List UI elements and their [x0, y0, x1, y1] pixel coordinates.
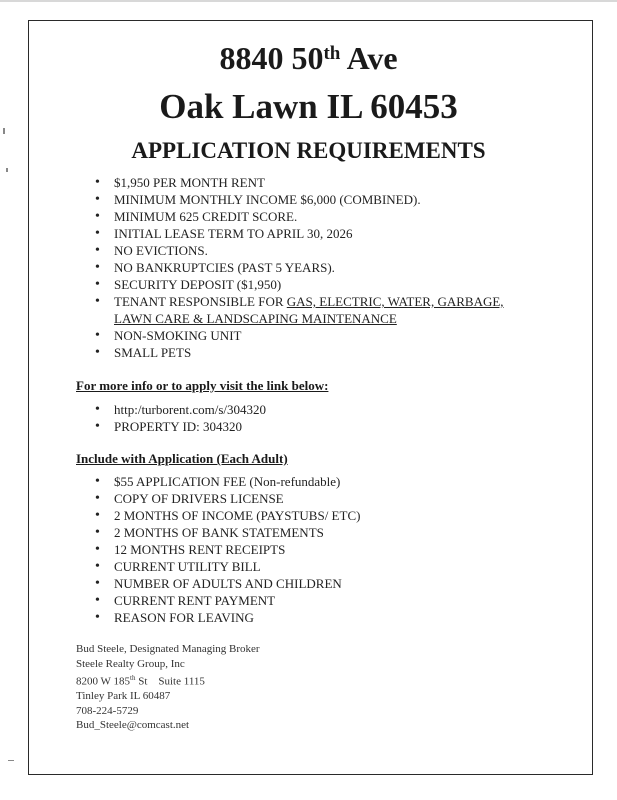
contact-city: Tinley Park IL 60487 — [76, 690, 171, 703]
scan-speck — [8, 760, 14, 761]
street-name: Ave — [340, 40, 398, 76]
list-item: • SMALL PETS — [92, 344, 562, 361]
list-item-url: • http:/turborent.com/s/304320 — [92, 401, 266, 418]
requirements-list — [92, 174, 562, 361]
list-item: • CURRENT UTILITY BILL — [92, 558, 360, 575]
include-heading: Include with Application (Each Adult) — [76, 451, 288, 466]
include-list — [92, 473, 360, 626]
city-line: Oak Lawn IL 60453 — [159, 87, 458, 126]
address-number: 8840 50 — [219, 40, 324, 76]
list-item: • NON-SMOKING UNIT — [92, 327, 562, 344]
tenant-prefix: TENANT RESPONSIBLE FOR — [114, 294, 287, 309]
maintenance-list: LAWN CARE & LANDSCAPING MAINTENANCE — [114, 311, 397, 326]
list-item-tenant-responsibility — [92, 293, 562, 327]
list-item: • NO BANKRUPTCIES (PAST 5 YEARS). — [92, 259, 562, 276]
info-heading: For more info or to apply visit the link below: — [76, 378, 329, 393]
list-item: • MINIMUM 625 CREDIT SCORE. — [92, 208, 562, 225]
address-street-number: 8200 W 185 — [76, 675, 130, 688]
list-item: • $55 APPLICATION FEE (Non-refundable) — [92, 473, 360, 490]
utilities-list: GAS, ELECTRIC, WATER, GARBAGE, — [286, 294, 504, 309]
address-line — [0, 38, 617, 78]
address-ordinal: th — [130, 674, 136, 682]
list-item: • INITIAL LEASE TERM TO APRIL 30, 2026 — [92, 225, 562, 242]
contact-name: Bud Steele, Designated Managing Broker — [76, 643, 260, 655]
address-suite: St Suite 1115 — [135, 675, 205, 688]
scan-speck — [6, 168, 8, 172]
contact-phone: 708-224-5729 — [76, 704, 139, 717]
list-item: • SECURITY DEPOSIT ($1,950) — [92, 276, 562, 293]
contact-address — [76, 671, 260, 689]
list-item: • MINIMUM MONTHLY INCOME $6,000 (COMBINED). — [92, 191, 562, 208]
ordinal-suffix: th — [323, 43, 341, 64]
list-item: • CURRENT RENT PAYMENT — [92, 592, 360, 609]
contact-company: Steele Realty Group, Inc — [76, 657, 185, 670]
list-item: • $1,950 PER MONTH RENT — [92, 174, 562, 191]
list-item: • COPY OF DRIVERS LICENSE — [92, 490, 360, 507]
page-title: APPLICATION REQUIREMENTS — [131, 138, 486, 163]
contact-email: Bud_Steele@comcast.net — [76, 719, 190, 732]
contact-block — [76, 642, 260, 733]
list-item: • REASON FOR LEAVING — [92, 609, 360, 626]
list-item: • NO EVICTIONS. — [92, 242, 562, 259]
scan-edge — [0, 0, 617, 2]
scan-speck — [3, 128, 5, 134]
list-item-property-id: • PROPERTY ID: 304320 — [92, 418, 266, 435]
list-item: • NUMBER OF ADULTS AND CHILDREN — [92, 575, 360, 592]
list-item: • 2 MONTHS OF BANK STATEMENTS — [92, 524, 360, 541]
list-item: • 12 MONTHS RENT RECEIPTS — [92, 541, 360, 558]
info-list — [92, 401, 266, 435]
list-item: • 2 MONTHS OF INCOME (PAYSTUBS/ ETC) — [92, 507, 360, 524]
